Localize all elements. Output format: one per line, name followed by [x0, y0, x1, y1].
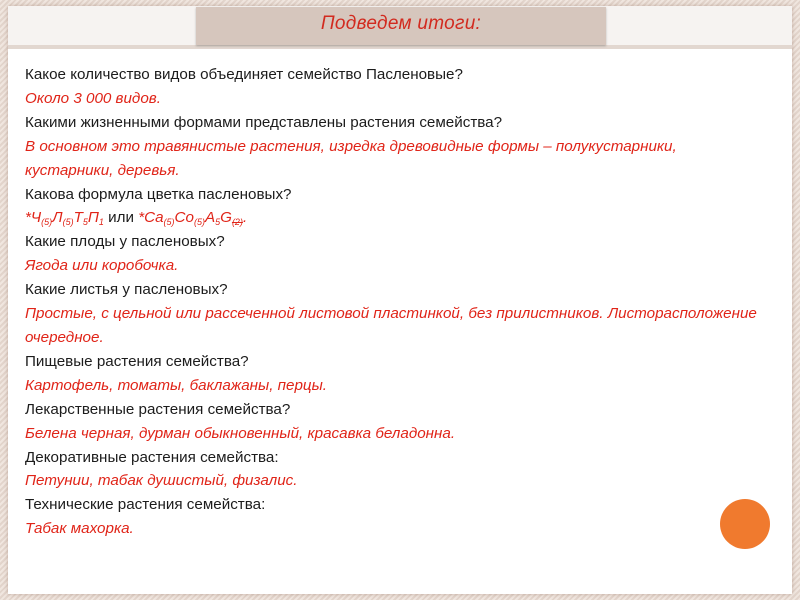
formula-subscript: (5) [163, 217, 175, 228]
title-band [8, 6, 792, 49]
formula-subscript: (5) [62, 217, 74, 228]
question-text: Пищевые растения семейства? [25, 352, 249, 370]
formula-subscript: 5 [215, 217, 221, 228]
formula-symbol: Ca [144, 209, 164, 227]
answer-text: Около 3 000 видов. [25, 89, 161, 107]
question-text: Какие плоды у пасленовых? [25, 233, 225, 251]
formula-symbol: П [87, 209, 99, 227]
flower-formula [25, 206, 765, 230]
qa-list [25, 63, 765, 541]
formula-symbol: Т [73, 209, 83, 227]
formula-symbol: A [204, 209, 216, 227]
answer-text: Картофель, томаты, баклажаны, перцы. [25, 376, 327, 394]
question-text: Какова формула цветка пасленовых? [25, 185, 292, 203]
formula-subscript: 1 [98, 217, 104, 228]
formula-subscript: (2) [231, 217, 243, 228]
question-text: Технические растения семейства: [25, 496, 266, 514]
formula-connector: или [103, 209, 139, 227]
formula-subscript: (5) [193, 217, 205, 228]
formula-subscript: 5 [82, 217, 88, 228]
question-text: Декоративные растения семейства: [25, 448, 279, 466]
formula-subscript: (5) [41, 217, 53, 228]
question-text: Какими жизненными формами представлены растения семейства? [25, 113, 503, 131]
answer-text: Простые, с цельной или рассеченной листовой пластинкой, без прилистников. Листорасположение очередное. [25, 305, 757, 346]
answer-text: Петунии, табак душистый, физалис. [25, 472, 298, 490]
answer-text: Ягода или коробочка. [25, 257, 179, 275]
question-text: Какие листья у пасленовых? [25, 281, 228, 299]
formula-star: * [138, 209, 145, 227]
slide-title: Подведем итоги: [320, 13, 482, 34]
formula-star: * [25, 209, 31, 227]
question-text: Лекарственные растения семейства? [25, 400, 291, 418]
formula-symbol: Ч [30, 209, 42, 227]
formula-symbol: Л [52, 209, 63, 227]
formula-symbol: Co [174, 209, 194, 227]
formula-end: . [242, 209, 248, 227]
question-text: Какое количество видов объединяет семейство Пасленовые? [25, 66, 463, 83]
answer-text: Табак махорка. [25, 520, 134, 538]
answer-text: Белена черная, дурман обыкновенный, красавка беладонна. [25, 424, 456, 442]
answer-text: В основном это травянистые растения, изредка древовидные формы – полукустарники, кустарники, деревья. [25, 137, 677, 179]
formula-symbol: G [220, 209, 232, 227]
title-box [196, 7, 606, 45]
